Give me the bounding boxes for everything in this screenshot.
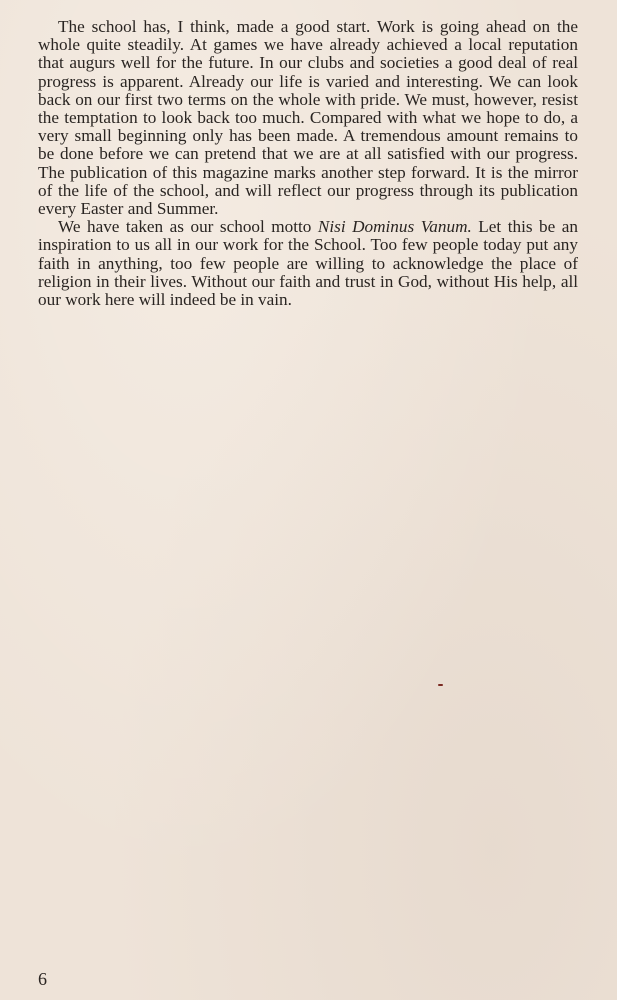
paragraph-2-before: We have taken as our school motto — [58, 217, 318, 237]
paragraph-2 — [38, 218, 578, 309]
paragraph-2-after: Let this be an inspiration to us all in our work for the School. Too few people today put any faith in anything, too few people are willing to acknowledge the place of religion in their lives. Without our faith and trust in God, without His help, all our work here will indeed be in vain. — [38, 217, 578, 310]
ink-speck — [438, 684, 443, 686]
school-motto: Nisi Dominus Vanum. — [317, 217, 472, 237]
body-text — [38, 18, 578, 309]
page-number: 6 — [38, 969, 47, 989]
paragraph-1: The school has, I think, made a good start. Work is going ahead on the whole quite steadily. At games we have already achieved a local reputation that augurs well for the future. In our clubs and societies a good deal of real progress is apparent. Already our life is varied and interesting. We can look back on our first two terms on the whole with pride. We must, however, resist the temptation to look back too much. Compared with what we hope to do, a very small beginning only has been made. A tremendous amount remains to be done before we can pretend that we are at all satisfied with our progress. The publication of this magazine marks another step forward. It is the mirror of the life of the school, and will reflect our progress through its publication every Easter and Summer. — [38, 17, 578, 219]
